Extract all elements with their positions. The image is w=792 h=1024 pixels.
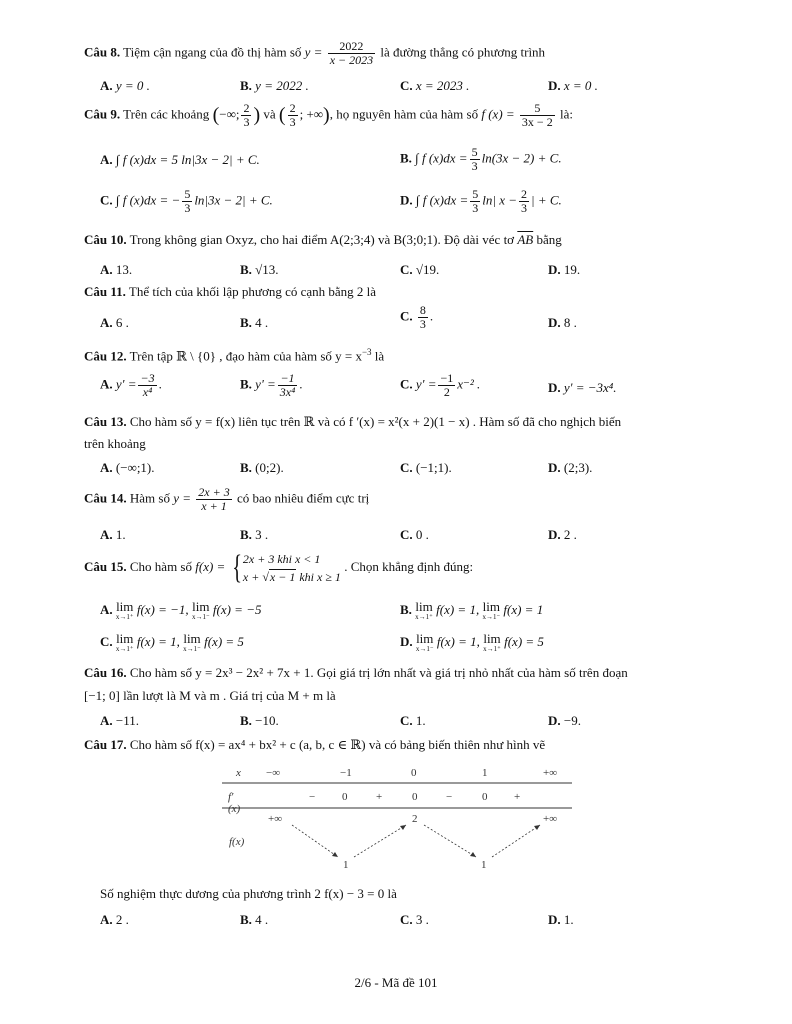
fraction-denominator: 3	[521, 201, 528, 215]
option-value: 19.	[563, 262, 581, 277]
limit-sub: x→1⁺	[415, 613, 433, 621]
option-label: D.	[548, 460, 561, 475]
question-8-text2: là đường thẳng có phương trình	[380, 44, 546, 60]
fraction-denominator: x + 1	[201, 499, 227, 513]
fraction-numerator: 5	[520, 102, 555, 116]
limit-sub: x→1⁻	[482, 613, 501, 621]
case-2-head: x +	[242, 570, 260, 584]
case-2-cond: khi x ≥ 1	[299, 570, 341, 584]
fraction-numerator: 2	[521, 187, 528, 201]
option-value: 6 .	[115, 315, 129, 330]
option-label: A.	[100, 376, 113, 392]
limit-left: lim x→1⁻	[482, 599, 501, 621]
option-value: y' = −3x⁴.	[563, 380, 617, 395]
limit-sub: x→1⁺	[115, 613, 134, 621]
question-15-label: Câu 15.	[84, 558, 127, 574]
case-2: x + √x − 1 khi x ≥ 1	[242, 570, 341, 584]
paren-open: (	[212, 104, 220, 126]
option-label: A.	[100, 460, 113, 475]
option-value-1: f(x) = −1,	[136, 601, 189, 617]
fraction-numerator: −1	[440, 371, 454, 385]
option-value-2: f(x) = 5	[204, 633, 244, 649]
option-value: 1.	[415, 713, 426, 728]
table-x-value: −1	[340, 767, 352, 779]
option-value: 13.	[115, 262, 133, 277]
arrowhead	[400, 825, 406, 830]
table-x-label: x	[236, 767, 241, 779]
fraction-numerator: 5	[471, 145, 478, 159]
arrowhead	[332, 852, 338, 857]
option-value: 1.	[563, 912, 574, 927]
limit-sub: x→1⁻	[183, 645, 201, 653]
table-f-value: +∞	[543, 813, 558, 825]
question-11-text: Thể tích của khối lập phương có cạnh bằng 2 là	[128, 284, 377, 299]
question-14-label: Câu 14.	[84, 490, 127, 506]
question-14-y: y =	[173, 490, 192, 506]
option-value: ∫ f (x)dx = 5 ln|3x − 2| + C.	[115, 152, 260, 167]
question-14-text: Hàm số	[129, 490, 170, 506]
page-footer: 2/6 - Mã đề 101	[354, 975, 438, 990]
option-value: −11.	[115, 713, 139, 728]
option-value: 1.	[115, 527, 126, 542]
fraction-numerator: 2	[289, 101, 296, 115]
q17-option-d[interactable]	[548, 912, 574, 928]
arrowhead	[534, 825, 540, 830]
question-13-text2: trên khoảng	[84, 436, 146, 451]
fraction-numerator: 2022	[328, 40, 375, 54]
question-16-label: Câu 16.	[84, 665, 127, 680]
option-value: y' =	[255, 376, 276, 392]
option-label: D.	[548, 713, 561, 728]
question-10-text: Trong không gian Oxyz, cho hai điểm A(2;3;4) và B(3;0;1). Độ dài véc tơ	[129, 232, 515, 247]
option-label: C.	[400, 262, 413, 277]
table-f-value: 2	[412, 813, 418, 825]
limit-right: lim x→1⁺	[415, 599, 433, 621]
table-fp-zero: 0	[412, 791, 418, 803]
option-value: y' =	[415, 376, 437, 392]
paren-close: )	[323, 104, 330, 126]
question-17-label: Câu 17.	[84, 737, 127, 752]
table-fp-zero: 0	[482, 791, 488, 803]
table-f-value: 1	[481, 859, 487, 871]
option-label: B.	[240, 713, 252, 728]
option-value: √13.	[255, 262, 279, 277]
option-label: B.	[240, 315, 252, 330]
option-value-tail: .	[158, 376, 162, 392]
question-12-label: Câu 12.	[84, 348, 127, 364]
q17-option-c[interactable]	[400, 912, 429, 928]
question-8-label: Câu 8.	[84, 44, 121, 60]
option-label: D.	[400, 192, 413, 208]
option-value: (−1;1).	[415, 460, 452, 475]
option-value: −10.	[255, 713, 279, 728]
option-label: C.	[400, 912, 413, 927]
option-value: y' =	[115, 376, 137, 392]
option-label: A.	[100, 152, 113, 167]
option-label: D.	[548, 262, 561, 277]
question-13-label: Câu 13.	[84, 414, 127, 429]
option-value-2: f(x) = −5	[212, 601, 262, 617]
fraction-denominator: 3	[419, 317, 426, 331]
fraction-numerator: 5	[184, 187, 191, 201]
option-label: A.	[100, 527, 113, 542]
option-label: B.	[400, 150, 412, 166]
option-label: A.	[100, 713, 113, 728]
option-value-1: f(x) = 1,	[436, 601, 480, 617]
question-8-y: y =	[304, 44, 323, 60]
option-value: x = 0 .	[563, 78, 598, 93]
question-13-text: Cho hàm số y = f(x) liên tục trên ℝ và có f ′(x) = x²(x + 2)(1 − x) . Hàm số đã cho nghịch biến	[129, 414, 622, 429]
limit-left: lim x→1⁻	[415, 631, 434, 653]
limit-sub: x→1⁻	[191, 613, 210, 621]
table-x-value: 0	[411, 767, 417, 779]
q17-option-a[interactable]	[100, 912, 129, 928]
question-10-label: Câu 10.	[84, 232, 127, 247]
option-value-tail: .	[429, 308, 434, 324]
question-17-text2: Số nghiệm thực dương của phương trình 2 f(x) − 3 = 0 là	[100, 886, 397, 901]
fraction-denominator: 3x⁴	[279, 385, 296, 399]
table-fp-zero: 0	[342, 791, 348, 803]
option-value: −9.	[563, 713, 581, 728]
fraction-denominator: x⁴	[142, 385, 153, 399]
question-17-text: Cho hàm số f(x) = ax⁴ + bx² + c (a, b, c ∈ ℝ) và có bảng biến thiên như hình vẽ	[129, 737, 546, 752]
option-value: 2 .	[563, 527, 577, 542]
limit-left: lim x→1⁻	[183, 631, 201, 653]
option-label: D.	[548, 380, 561, 395]
fraction-numerator: 2x + 3	[198, 485, 230, 499]
option-label: C.	[400, 78, 413, 93]
option-label: B.	[400, 601, 412, 617]
option-label: D.	[400, 633, 413, 649]
case-1: 2x + 3 khi x < 1	[242, 552, 321, 566]
case-2-sqrt: x − 1	[269, 570, 296, 584]
table-fp-sign: +	[514, 791, 521, 803]
option-value: (0;2).	[255, 460, 284, 475]
option-value-2: f(x) = 1	[503, 601, 544, 617]
option-value: √19.	[415, 262, 440, 277]
option-label: C.	[100, 633, 113, 649]
option-value-1: f(x) = 1,	[436, 633, 480, 649]
option-label: A.	[100, 315, 113, 330]
q17-option-b[interactable]	[240, 912, 268, 928]
option-value: y = 0 .	[115, 78, 150, 93]
question-9-and: và	[263, 106, 276, 122]
option-label: A.	[100, 912, 113, 927]
arrowhead	[470, 852, 476, 857]
interval-2-end: ; +∞	[299, 106, 324, 122]
option-value: ∫ f (x)dx =	[415, 192, 469, 208]
fraction-denominator: 3	[472, 201, 479, 215]
fraction-numerator: 2	[243, 101, 250, 115]
option-label: D.	[548, 78, 561, 93]
limit-left: lim x→1⁻	[191, 599, 210, 621]
table-f-value: +∞	[268, 813, 283, 825]
table-x-value: −∞	[266, 767, 281, 779]
fraction-denominator: 3x − 2	[521, 115, 553, 129]
fraction-denominator: x − 2023	[329, 53, 374, 67]
table-fp-sign: +	[376, 791, 383, 803]
option-value: 3 .	[415, 912, 429, 927]
option-value-2: f(x) = 5	[504, 633, 544, 649]
question-14-text2: có bao nhiêu điểm cực trị	[236, 490, 370, 506]
option-label: B.	[240, 460, 252, 475]
fraction-numerator: −1	[278, 372, 298, 386]
option-value-tail: ln(3x − 2) + C.	[481, 150, 562, 166]
question-9-text: Trên các khoảng	[123, 106, 210, 122]
limit-right: lim x→1⁺	[115, 599, 134, 621]
option-label: C.	[400, 376, 413, 392]
limit-sub: x→1⁺	[115, 645, 134, 653]
fraction-numerator: −3	[140, 371, 155, 385]
option-label: A.	[100, 78, 113, 93]
option-value: ∫ f (x)dx =	[415, 150, 468, 166]
table-f-label: f(x)	[229, 836, 245, 848]
option-label: C.	[100, 192, 113, 208]
table-fp-label: f′(x)	[228, 791, 241, 815]
option-value-tail: | + C.	[531, 192, 562, 208]
option-label: C.	[400, 527, 413, 542]
question-12-exponent: −3	[361, 347, 372, 357]
option-value: ∫ f (x)dx = −	[115, 192, 181, 208]
question-11-label: Câu 11.	[84, 284, 126, 299]
question-9-text2: , họ nguyên hàm của hàm số	[329, 106, 479, 122]
option-value: 4 .	[255, 315, 269, 330]
option-label: B.	[240, 912, 252, 927]
option-value: (2;3).	[563, 460, 593, 475]
option-label: D.	[548, 527, 561, 542]
option-value: x = 2023 .	[415, 78, 470, 93]
table-fp-sign: −	[446, 791, 453, 803]
option-value: 0 .	[415, 527, 429, 542]
option-value: 4 .	[255, 912, 269, 927]
option-label: B.	[240, 527, 252, 542]
question-16-text2: [−1; 0] lần lượt là M và m . Giá trị của M + m là	[84, 688, 336, 703]
fraction-numerator: 5	[472, 187, 479, 201]
question-12-text2: là	[374, 348, 385, 364]
fraction-denominator: 3	[289, 115, 296, 129]
table-x-value: 1	[482, 767, 488, 779]
arrow-down-1	[292, 825, 338, 857]
limit-sub: x→1⁻	[415, 645, 434, 653]
question-17-stem-line2	[100, 886, 722, 902]
option-value-tail: .	[299, 376, 303, 392]
option-label: B.	[240, 376, 252, 392]
question-8-text: Tiệm cận ngang của đồ thị hàm số	[123, 44, 302, 60]
option-label: C.	[400, 308, 413, 324]
cases-brace: {	[231, 549, 242, 586]
table-x-value: +∞	[543, 767, 558, 779]
limit-right: lim x→1⁺	[115, 631, 134, 653]
option-label: D.	[548, 912, 561, 927]
option-label: A.	[100, 262, 113, 277]
arrow-up-1	[354, 825, 406, 857]
option-value-1: f(x) = 1,	[136, 633, 180, 649]
fraction-numerator: 8	[419, 303, 426, 317]
option-value: 2 .	[115, 912, 129, 927]
option-value: 3 .	[255, 527, 269, 542]
fraction-denominator: 3	[184, 201, 191, 215]
option-label: B.	[240, 262, 252, 277]
option-label: C.	[400, 713, 413, 728]
paren-close: )	[253, 104, 261, 126]
option-value-tail: ln|3x − 2| + C.	[194, 192, 273, 208]
arrow-up-2	[492, 825, 540, 857]
question-9-label: Câu 9.	[84, 106, 121, 122]
option-label: C.	[400, 460, 413, 475]
fraction-denominator: 3	[243, 115, 250, 129]
question-12-text: Trên tập ℝ \ {0} , đạo hàm của hàm số y = x	[129, 348, 362, 364]
question-10-vector: $\overline{AB}$	[517, 232, 534, 247]
paren-open: (	[278, 104, 286, 126]
table-fp-sign: −	[309, 791, 316, 803]
question-16-text: Cho hàm số y = 2x³ − 2x² + 7x + 1. Gọi giá trị lớn nhất và giá trị nhỏ nhất của hàm số trên đoạn	[129, 665, 628, 680]
fraction-denominator: 2	[443, 385, 450, 399]
option-value: y = 2022 .	[255, 78, 309, 93]
question-15-text: Cho hàm số	[129, 558, 192, 574]
question-15-text2: . Chọn khẳng định đúng:	[344, 558, 474, 574]
arrow-down-2	[424, 825, 476, 857]
option-value-mid: ln| x −	[482, 192, 518, 208]
option-value: (−∞;1).	[115, 460, 155, 475]
option-label: A.	[100, 601, 113, 617]
limit-sub: x→1⁺	[483, 645, 501, 653]
fraction-denominator: 3	[471, 159, 478, 173]
question-9-fx: f (x) =	[481, 106, 515, 122]
table-f-value: 1	[343, 859, 349, 871]
limit-right: lim x→1⁺	[483, 631, 501, 653]
interval-1-start: −∞;	[219, 106, 240, 122]
question-10-text2: bằng	[536, 232, 562, 247]
option-label: D.	[548, 315, 561, 330]
option-value: 8 .	[563, 315, 577, 330]
question-15-fx: f(x) =	[195, 558, 226, 574]
option-value-tail: x⁻² .	[457, 376, 481, 392]
option-label: B.	[240, 78, 252, 93]
question-9-text3: là:	[559, 106, 573, 122]
